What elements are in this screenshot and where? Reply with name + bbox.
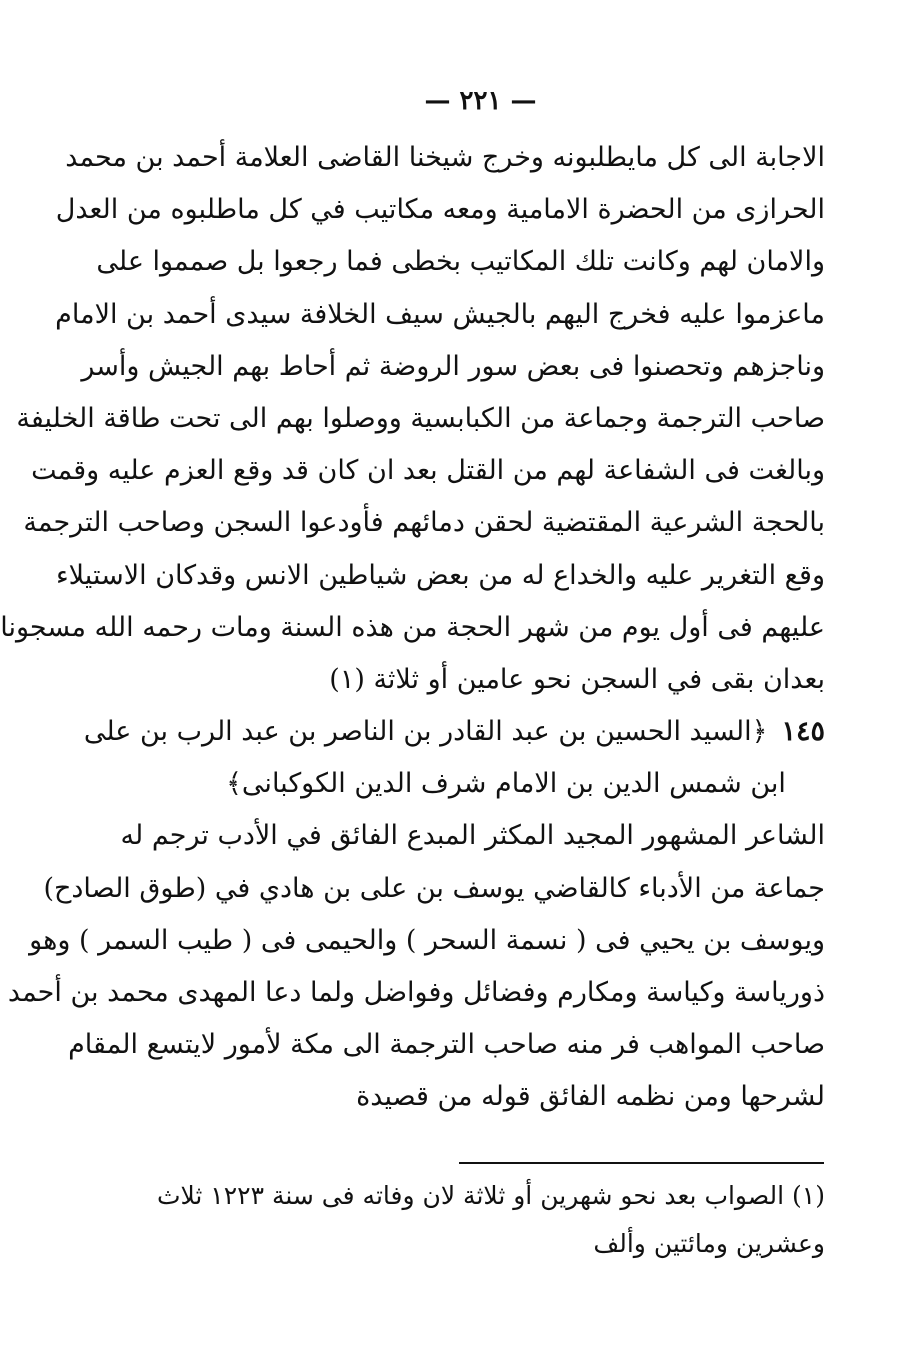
text-line: وناجزهم وتحصنوا فى بعض سور الروضة ثم أحاط بهم الجيش وأسر [81,350,825,382]
text-line: صاحب المواهب فر منه صاحب الترجمة الى مكة لأمور لايتسع المقام [68,1029,825,1061]
footnote [156,1172,825,1268]
entry-heading-line: ﴿السيد الحسين بن عبد القادر بن الناصر بن عبد الرب بن على [83,716,768,748]
text-line: بعدان بقى في السجن نحو عامين أو ثلاثة (١) [329,663,825,695]
text-line: ويوسف بن يحيي فى ( نسمة السحر ) والحيمى فى ( طيب السمر ) وهو [29,924,825,956]
text-line: صاحب الترجمة وجماعة من الكبابسية ووصلوا بهم الى تحت طاقة الخليفة [16,402,825,434]
text-line: الحرازى من الحضرة الامامية ومعه مكاتيب في كل ماطلبوه من العدل [55,194,825,226]
text-line: بالحجة الشرعية المقتضية لحقن دمائهم فأودعوا السجن وصاحب الترجمة [23,507,825,539]
main-text [0,132,825,1124]
text-line: عليهم فى أول يوم من شهر الحجة من هذه السنة ومات رحمه الله مسجونا [0,611,825,643]
text-line: الشاعر المشهور المجيد المكثر المبدع الفائق في الأدب ترجم له [120,820,825,852]
text-line: جماعة من الأدباء كالقاضي يوسف بن على بن هادي في (طوق الصادح) [43,872,825,904]
text-line: والامان لهم وكانت تلك المكاتيب بخطى فما رجعوا بل صمموا على [96,246,825,278]
text-line: وقع التغرير عليه والخداع له من بعض شياطين الانس وقدكان الاستيلاء [55,559,825,591]
entry-heading-line: ابن شمس الدين بن الامام شرف الدين الكوكبانى﴾ [226,768,786,800]
footnote-line: وعشرين ومائتين وألف [593,1229,825,1258]
footnote-divider [459,1162,824,1164]
text-line: ذورياسة وكياسة ومكارم وفضائل وفواضل ولما دعا المهدى محمد بن أحمد [7,977,825,1008]
page-number: — ٢٢١ — [424,86,537,116]
text-line: وبالغت فى الشفاعة لهم من القتل بعد ان كان قد وقع العزم عليه وقمت [31,455,825,487]
entry-heading [83,706,825,758]
footnote-line: (١) الصواب بعد نحو شهرين أو ثلاثة لان وفاته فى سنة ١٢٢٣ ثلاث [156,1181,825,1210]
text-line: ماعزموا عليه فخرج اليهم بالجيش سيف الخلافة سيدى أحمد بن الامام [55,298,825,330]
entry-number: ١٤٥ [781,716,825,748]
text-line: لشرحها ومن نظمه الفائق قوله من قصيدة [356,1081,825,1113]
text-line: الاجابة الى كل مايطلبونه وخرج شيخنا القاضى العلامة أحمد بن محمد [65,142,825,173]
